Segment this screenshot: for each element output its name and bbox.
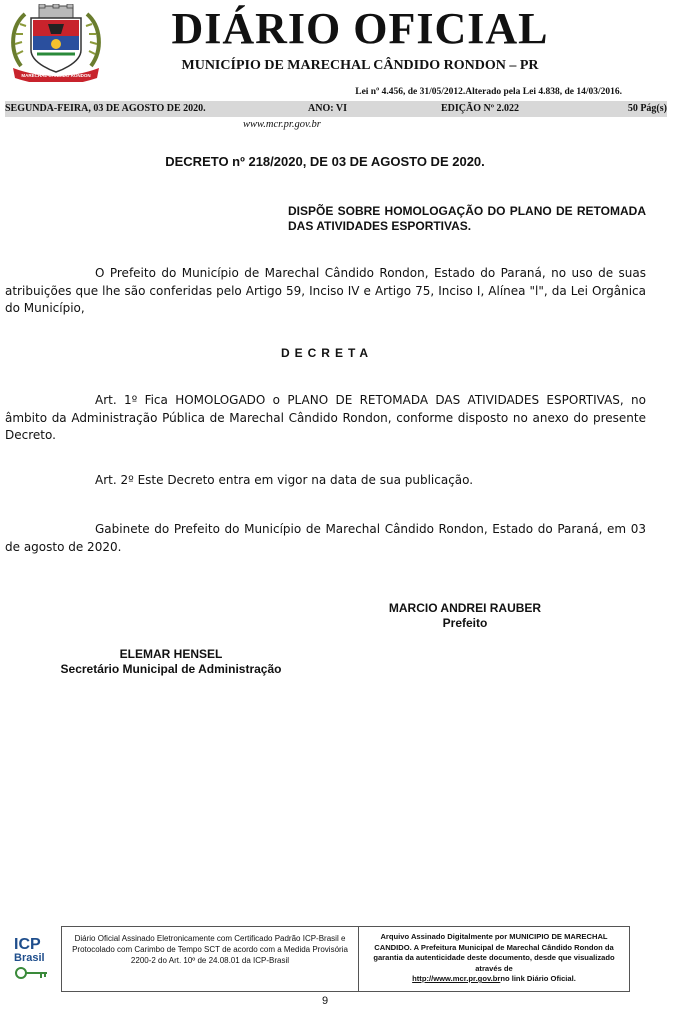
footer-portal-link[interactable]: http://www.mcr.pr.gov.br	[412, 974, 501, 983]
article-1-text: Art. 1º Fica HOMOLOGADO o PLANO DE RETOMADA DAS ATIVIDADES ESPORTIVAS, no âmbito da Administração Pública de Marechal Cândido Rondon, conforme disposto no anexo do presente Decreto.	[5, 393, 646, 442]
footer-link-suffix: no link Diário Oficial.	[500, 974, 576, 983]
gazette-subtitle: MUNICÍPIO DE MARECHAL CÂNDIDO RONDON – PR	[181, 58, 539, 73]
decreta-heading: DECRETA	[280, 346, 374, 360]
footer-authenticity-text: Arquivo Assinado Digitalmente por MUNICIPIO DE MARECHAL CANDIDO. A Prefeitura Municipal de Marechal Cândido Rondon da garantia da autenticidade deste documento, desde que visualizado através de	[373, 932, 615, 973]
article-2-text: Art. 2º Este Decreto entra em vigor na data de sua publicação.	[95, 473, 474, 487]
icp-logo-brasil-text: Brasil	[14, 952, 45, 964]
icp-brasil-logo	[13, 934, 55, 984]
secretary-signature	[40, 647, 302, 677]
digital-signature-footer	[61, 926, 630, 992]
edition-year: ANO: VI	[308, 103, 347, 114]
secretary-name: ELEMAR HENSEL	[119, 647, 223, 661]
gazette-title: DIÁRIO OFICIAL	[171, 4, 549, 53]
crest-ribbon-text: MARECHAL CANDIDO RONDON	[21, 73, 91, 78]
secretary-role: Secretário Municipal de Administração	[60, 662, 282, 676]
decree-ementa: DISPÕE SOBRE HOMOLOGAÇÃO DO PLANO DE RETOMADA DAS ATIVIDADES ESPORTIVAS.	[288, 204, 646, 233]
mayor-name: MARCIO ANDREI RAUBER	[388, 601, 542, 615]
footer-certification-text: Diário Oficial Assinado Eletronicamente com Certificado Padrão ICP-Brasil e Protocolado com Carimbo de Tempo SCT de acordo com a Medida Provisória 2200-2 do Art. 10º de 24.08.01 da ICP-Brasil	[62, 927, 359, 991]
edition-number: EDIÇÃO Nº 2.022	[441, 103, 520, 114]
footer-authenticity-notice	[359, 927, 629, 991]
municipal-coat-of-arms-logo	[7, 4, 105, 82]
decree-title: DECRETO nº 218/2020, DE 03 DE AGOSTO DE 2020.	[165, 154, 485, 169]
edition-date: SEGUNDA-FEIRA, 03 DE AGOSTO DE 2020.	[5, 103, 206, 114]
page-number: 9	[321, 995, 329, 1007]
decree-preamble	[5, 265, 646, 318]
mayor-role: Prefeito	[442, 616, 488, 630]
closing-text: Gabinete do Prefeito do Município de Marechal Cândido Rondon, Estado do Paraná, em 03 de agosto de 2020.	[5, 522, 646, 554]
icp-logo-text: ICP	[14, 936, 41, 953]
edition-page-count: 50 Pág(s)	[627, 103, 667, 114]
website-link[interactable]: www.mcr.pr.gov.br	[243, 119, 321, 130]
edition-info-bar	[5, 101, 667, 117]
law-reference-note: Lei nº 4.456, de 31/05/2012.Alterado pela Lei 4.838, de 14/03/2016.	[355, 87, 622, 97]
article-1	[5, 392, 646, 445]
decree-preamble-text: O Prefeito do Município de Marechal Cândido Rondon, Estado do Paraná, no uso de suas atribuições que lhe são conferidas pelo Artigo 59, Inciso IV e Artigo 75, Inciso I, Alínea "l", da Lei Orgânica do Município,	[5, 266, 646, 315]
article-2	[5, 472, 646, 490]
mayor-signature	[350, 601, 580, 631]
closing-paragraph	[5, 521, 646, 556]
